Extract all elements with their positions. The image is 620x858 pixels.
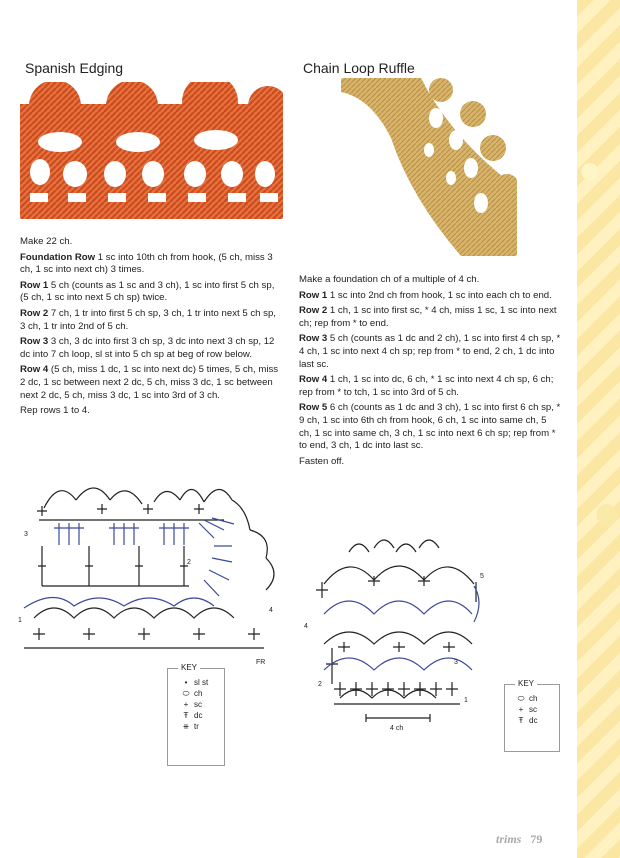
row-label: Row 5 <box>299 402 328 414</box>
intro-text: Make a foundation ch of a multiple of 4 ch. <box>299 274 480 285</box>
instruction-row <box>299 290 561 303</box>
page-footer <box>496 832 542 847</box>
row-text: 5 ch (counts as 1 dc and 2 ch), 1 sc into first 4 ch sp, * 4 ch, 1 sc into next 4 ch sp; rep from * to end, 2 ch, 1 dc into last sc. <box>299 333 561 370</box>
row-label: Row 2 <box>20 307 49 319</box>
instruction-row <box>299 305 561 330</box>
chart-row-label: 5 <box>480 573 484 580</box>
row-text: 1 ch, 1 sc into dc, 6 ch, * 1 sc into next 4 ch sp, 6 ch; rep from * to tch, 1 sc into 3rd of 5 ch. <box>299 374 554 398</box>
row-text: 6 ch (counts as 1 dc and 3 ch), 1 sc into first 6 ch sp, * 9 ch, 1 sc into 6th ch from hook, 6 ch, 1 sc into same ch, 5 ch, 1 sc into same ch, 3 ch, 1 sc into next 6 ch sp; rep from * to end, 3 ch, 1 dc into last sc. <box>299 402 561 452</box>
key-item <box>513 704 559 715</box>
key-label: ch <box>194 689 203 698</box>
row-label: Row 3 <box>20 336 49 348</box>
row-text: 1 sc into 2nd ch from hook, 1 sc into each ch to end. <box>327 289 552 301</box>
instruction-row <box>299 374 561 399</box>
row-text: 5 ch (counts as 1 sc and 3 ch), 1 sc into first 5 ch sp, (5 ch, 1 sc into next 5 ch sp) twice. <box>20 279 275 304</box>
left-key-box <box>167 663 225 766</box>
instruction-row <box>20 252 280 277</box>
chart-row-label: 3 <box>454 659 458 666</box>
slip-stitch-icon: • <box>184 678 188 687</box>
row-text: (5 ch, miss 1 dc, 1 sc into next dc) 5 times, 5 ch, miss 2 dc, 1 sc between next 2 dc, 5 ch, miss 3 dc, 1 sc between next 2 dc, 5 ch, miss 3 dc, 1 sc into 3rd of 3 ch. <box>20 364 279 401</box>
key-label: ch <box>529 694 538 703</box>
spanish-edging-chart <box>14 478 284 668</box>
chain-loop-ruffle-chart <box>304 522 494 732</box>
instruction-row <box>20 280 280 305</box>
key-item <box>178 688 224 699</box>
chart-width-label: 4 ch <box>390 725 404 732</box>
instruction-row <box>20 364 280 402</box>
spanish-edging-photo <box>20 82 283 219</box>
outro-text: Fasten off. <box>299 455 345 467</box>
decorative-side-border <box>577 0 620 858</box>
key-item <box>178 710 224 721</box>
chart-row-label: 1 <box>464 697 468 704</box>
key-item <box>178 677 224 688</box>
chain-icon: ⬭ <box>182 688 190 698</box>
chain-loop-ruffle-photo <box>341 78 517 256</box>
row-text: 1 sc into 10th ch from hook, (5 ch, miss 3 ch, 1 sc into next ch) 3 times. <box>20 251 273 276</box>
chart-row-label: 4 <box>269 607 273 614</box>
row-text: 3 ch, 3 dc into first 3 ch sp, 3 dc into next 3 ch sp, 12 dc into 7 ch loop, sl st into 5 ch sp at beg of row below. <box>20 336 275 360</box>
key-item <box>513 693 559 704</box>
intro-text: Make 22 ch. <box>20 236 73 247</box>
key-label: dc <box>194 711 203 720</box>
spanish-edging-title: Spanish Edging <box>25 60 124 76</box>
row-text: 1 ch, 1 sc into first sc, * 4 ch, miss 1 sc, 1 sc into next ch; rep from * to end. <box>299 305 557 329</box>
row-label: Foundation Row <box>20 251 96 263</box>
row-label: Row 3 <box>299 333 328 345</box>
instruction-row <box>299 333 561 371</box>
double-crochet-icon: Ŧ <box>183 711 189 720</box>
double-crochet-icon: Ŧ <box>518 716 524 725</box>
chart-row-label: 2 <box>187 559 191 566</box>
section-name: trims <box>496 832 522 846</box>
key-label: tr <box>194 722 199 731</box>
key-label: sl st <box>194 678 209 687</box>
row-label: Row 1 <box>299 289 328 301</box>
single-crochet-icon: + <box>183 700 189 709</box>
chart-row-label: 2 <box>318 681 322 688</box>
single-crochet-icon: + <box>518 705 524 714</box>
row-label: Row 4 <box>299 374 328 386</box>
key-label: dc <box>529 716 538 725</box>
spanish-edging-instructions <box>20 236 280 418</box>
chain-loop-ruffle-instructions <box>299 274 561 468</box>
key-label: sc <box>194 700 202 709</box>
key-item <box>178 699 224 710</box>
key-item <box>513 715 559 726</box>
treble-crochet-icon: ⧺ <box>182 722 190 731</box>
chart-fr-label: FR <box>256 659 266 666</box>
page-number: 79 <box>530 832 543 846</box>
key-title: KEY <box>515 679 537 688</box>
chart-row-label: 1 <box>18 617 22 624</box>
key-item <box>178 721 224 732</box>
instruction-row <box>20 336 280 361</box>
outro-text: Rep rows 1 to 4. <box>20 405 90 417</box>
instruction-row <box>20 308 280 333</box>
instruction-row <box>299 402 561 452</box>
right-key-box <box>504 679 560 752</box>
row-text: 7 ch, 1 tr into first 5 ch sp, 3 ch, 1 tr into next 5 ch sp, 3 ch, 1 tr into 2nd of 5 ch. <box>20 307 276 332</box>
key-label: sc <box>529 705 537 714</box>
key-title: KEY <box>178 663 200 672</box>
row-label: Row 1 <box>20 279 49 291</box>
chart-row-label: 4 <box>304 623 308 630</box>
chain-loop-ruffle-title: Chain Loop Ruffle <box>303 60 415 76</box>
row-label: Row 2 <box>299 305 328 317</box>
chart-row-label: 3 <box>24 531 28 538</box>
row-label: Row 4 <box>20 364 49 376</box>
chain-icon: ⬭ <box>517 693 525 703</box>
